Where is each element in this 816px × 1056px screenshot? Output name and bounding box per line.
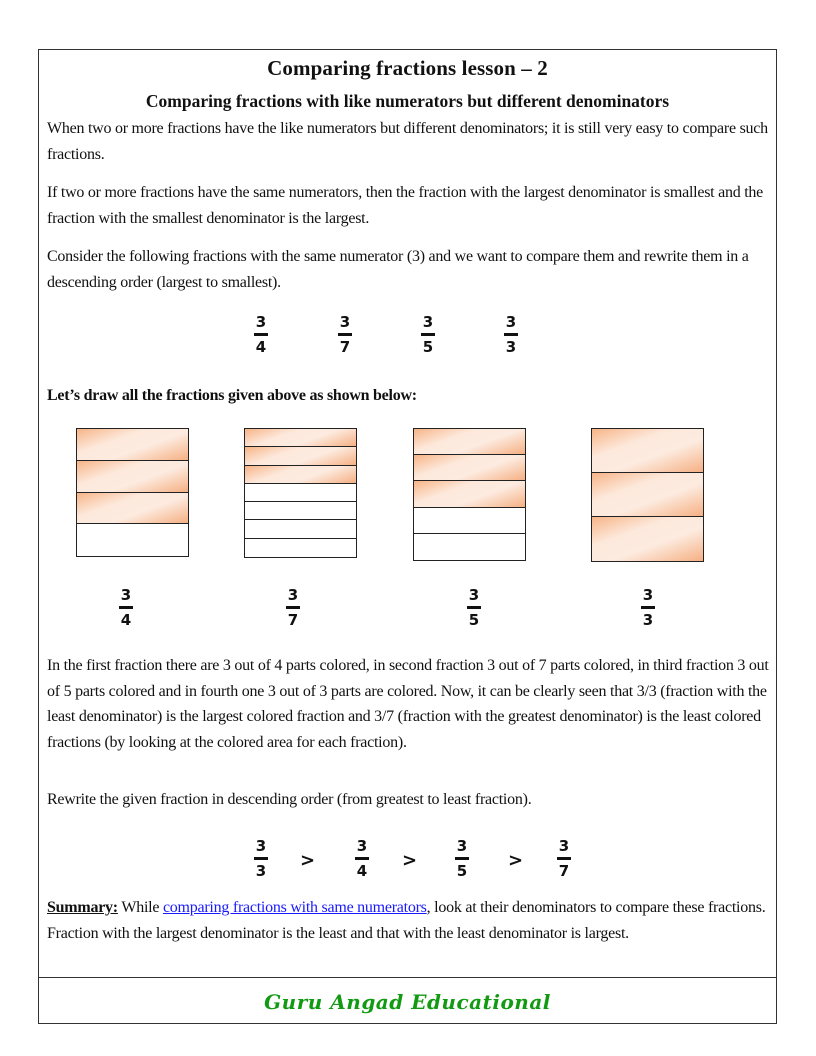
colored-part [414, 429, 525, 455]
fraction-bar [119, 606, 133, 609]
uncolored-part [245, 520, 356, 538]
colored-part [414, 481, 525, 507]
fraction-model [413, 428, 526, 561]
numerator: 3 [642, 586, 654, 604]
given-fraction [416, 313, 440, 356]
given-fraction [333, 313, 357, 356]
denominator: 5 [422, 338, 434, 356]
fraction-model [76, 428, 189, 557]
colored-part [592, 429, 703, 473]
summary-paragraph [47, 895, 775, 946]
denominator: 4 [120, 611, 132, 629]
given-fraction [499, 313, 523, 356]
fraction-model [244, 428, 357, 558]
given-fraction [249, 313, 273, 356]
comparing-fractions-link[interactable]: comparing fractions with same numerators [162, 899, 427, 916]
fraction-model [591, 428, 704, 562]
summary-label: Summary: [47, 899, 118, 916]
colored-part [414, 455, 525, 481]
greater-than-sign: > [508, 850, 524, 871]
numerator: 3 [255, 837, 267, 855]
explanation-paragraph: In the first fraction there are 3 out of 4 parts colored, in second fraction 3 out of 7 parts colored, in third fraction 3 out of 5 parts colored and in fourth one 3 out of 3 parts are colored. Now, it can be clearly seen that 3/3 (fraction with the least denominator) is the largest colored fraction and 3/7 (fraction with the greatest denominator) is the least colored fractions (by looking at the colored area for each fraction). [47, 657, 769, 751]
uncolored-part [245, 484, 356, 502]
numerator: 3 [339, 313, 351, 331]
numerator: 3 [422, 313, 434, 331]
numerator: 3 [255, 313, 267, 331]
numerator: 3 [356, 837, 368, 855]
denominator: 7 [339, 338, 351, 356]
denominator: 5 [468, 611, 480, 629]
model-fraction-label [462, 586, 486, 629]
colored-part [245, 447, 356, 465]
fraction-bar [421, 333, 435, 336]
denominator: 3 [642, 611, 654, 629]
intro-paragraph-3: Consider the following fractions with the same numerator (3) and we want to compare them and rewrite them in a descending order (largest to smallest). [47, 248, 749, 291]
fraction-bar [455, 857, 469, 860]
fraction-bar [641, 606, 655, 609]
denominator: 4 [356, 862, 368, 880]
model-fraction-label [281, 586, 305, 629]
intro-paragraph-1: When two or more fractions have the like numerators but different denominators; it is still very easy to compare such fractions. [47, 120, 768, 163]
footer-divider [38, 977, 777, 978]
fraction-bar [355, 857, 369, 860]
colored-part [245, 466, 356, 484]
greater-than-sign: > [300, 850, 316, 871]
numerator: 3 [505, 313, 517, 331]
page-subtitle: Comparing fractions with like numerators but different denominators [145, 91, 670, 111]
denominator: 7 [558, 862, 570, 880]
fraction-bar [254, 333, 268, 336]
summary-text-after: , look at their denominators to compare these fractions. Fraction with the largest denominator is the least and that with the least denominator is largest. [47, 899, 766, 942]
fraction-bar [338, 333, 352, 336]
uncolored-part [414, 534, 525, 560]
denominator: 4 [255, 338, 267, 356]
numerator: 3 [468, 586, 480, 604]
model-fraction-label [114, 586, 138, 629]
denominator: 5 [456, 862, 468, 880]
numerator: 3 [287, 586, 299, 604]
uncolored-part [77, 524, 188, 556]
summary-text-before: While [117, 899, 163, 916]
colored-part [592, 473, 703, 517]
uncolored-part [245, 502, 356, 520]
ordered-fraction [249, 837, 273, 880]
colored-part [592, 517, 703, 561]
uncolored-part [245, 539, 356, 557]
uncolored-part [414, 508, 525, 534]
colored-part [77, 461, 188, 493]
fraction-bar [557, 857, 571, 860]
ordered-fraction [552, 837, 576, 880]
ordered-fraction [450, 837, 474, 880]
page-title: Comparing fractions lesson – 2 [267, 56, 548, 80]
colored-part [77, 429, 188, 461]
fraction-bar [504, 333, 518, 336]
numerator: 3 [120, 586, 132, 604]
denominator: 3 [255, 862, 267, 880]
fraction-bar [467, 606, 481, 609]
denominator: 7 [287, 611, 299, 629]
intro-paragraph-2: If two or more fractions have the same numerators, then the fraction with the largest denominator is smallest and the fraction with the smallest denominator is the largest. [47, 184, 764, 227]
colored-part [77, 493, 188, 525]
rewrite-instruction: Rewrite the given fraction in descending order (from greatest to least fraction). [47, 791, 532, 808]
fraction-bar [286, 606, 300, 609]
ordered-fraction [350, 837, 374, 880]
greater-than-sign: > [402, 850, 418, 871]
numerator: 3 [558, 837, 570, 855]
fraction-bar [254, 857, 268, 860]
denominator: 3 [505, 338, 517, 356]
draw-intro-text: Let’s draw all the fractions given above as shown below: [47, 387, 417, 404]
footer-brand: Guru Angad Educational [264, 990, 551, 1014]
colored-part [245, 429, 356, 447]
numerator: 3 [456, 837, 468, 855]
model-fraction-label [636, 586, 660, 629]
